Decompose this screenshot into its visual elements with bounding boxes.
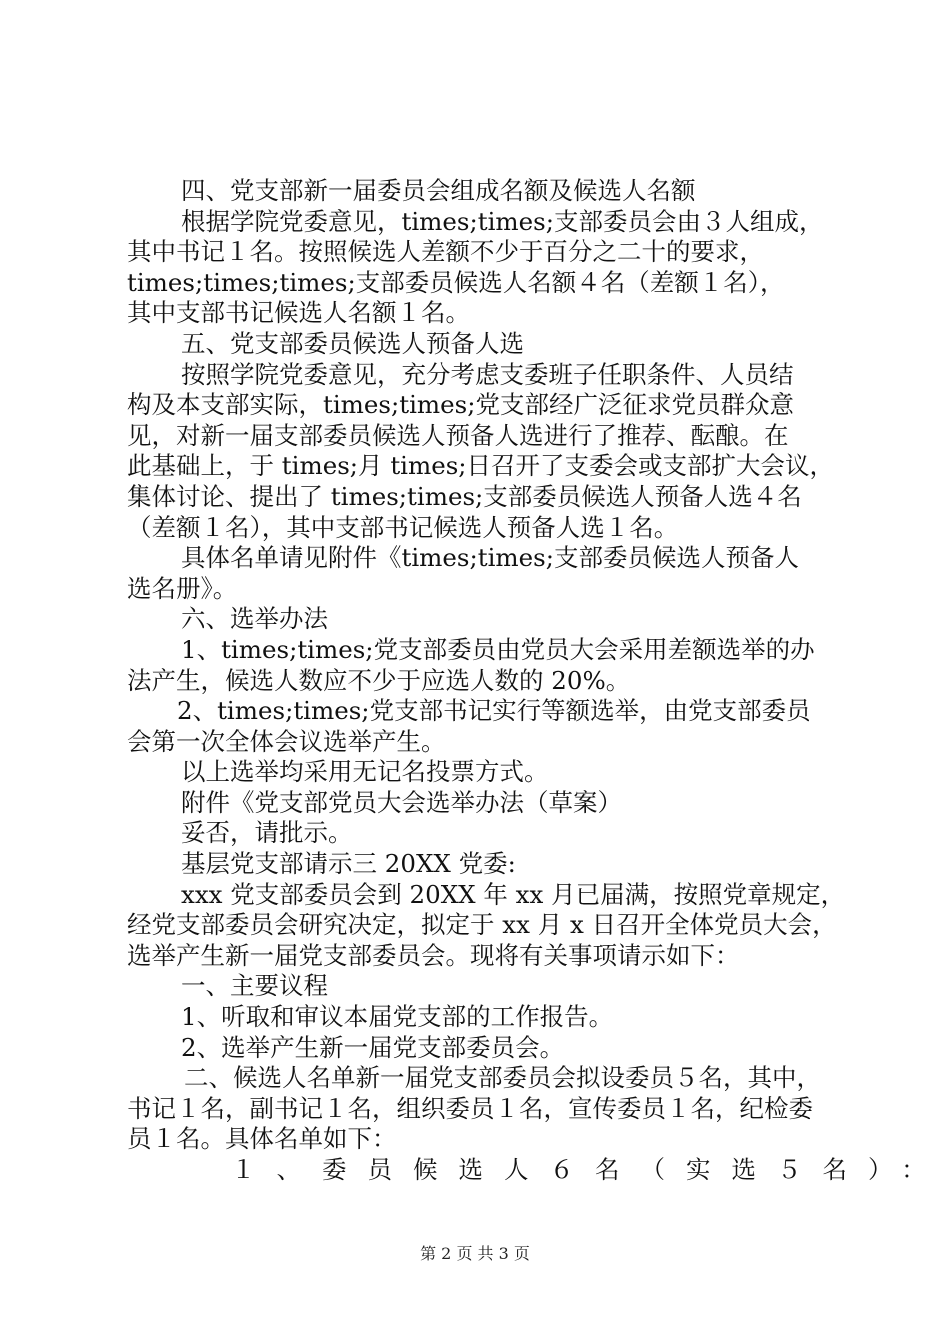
paragraph-line: 见，对新一届支部委员候选人预备人选进行了推荐、酝酿。在 — [127, 420, 789, 450]
paragraph-line: 经党支部委员会研究决定，拟定于 xx 月 x 日召开全体党员大会， — [127, 910, 837, 940]
paragraph-line: 妥否，请批示。 — [181, 818, 353, 848]
paragraph-line: 选举产生新一届党支部委员会。现将有关事项请示如下： — [127, 940, 740, 970]
section-heading-6: 六、选举办法 — [181, 604, 328, 634]
paragraph-line: 此基础上，于 times;月 times;日召开了支委会或支部扩大会议， — [127, 451, 835, 481]
paragraph-line: 集体讨论、提出了 times;times;支部委员候选人预备人选４名 — [127, 481, 802, 511]
section-heading-5: 五、党支部委员候选人预备人选 — [181, 328, 524, 358]
paragraph-line: 其中支部书记候选人名额１名。 — [127, 298, 470, 328]
paragraph-line: （差额１名），其中支部书记候选人预备人选１名。 — [127, 512, 679, 542]
paragraph-line: 具体名单请见附件《times;times;支部委员候选人预备人 — [181, 543, 799, 573]
attachment-line: 附件《党支部党员大会选举办法（草案） — [181, 787, 622, 817]
paragraph-line: 书记１名，副书记１名，组织委员１名，宣传委员１名，纪检委 — [127, 1093, 813, 1123]
list-item: 2、选举产生新一届党支部委员会。 — [181, 1032, 565, 1062]
list-item: １、委员候选人６名（实选５名）： — [231, 1155, 947, 1184]
paragraph-line: 会第一次全体会议选举产生。 — [127, 726, 446, 756]
paragraph-line: 选名册》。 — [127, 573, 238, 603]
section-heading-2: 二、候选人名单新一届党支部委员会拟设委员５名，其中， — [184, 1063, 821, 1093]
paragraph-line: 法产生，候选人数应不少于应选人数的 20%。 — [127, 665, 631, 695]
list-item: 1、听取和审议本届党支部的工作报告。 — [181, 1002, 614, 1032]
paragraph-line: 以上选举均采用无记名投票方式。 — [181, 757, 549, 787]
document-title-line: 基层党支部请示三 20XX 党委: — [181, 849, 516, 879]
section-heading-4: 四、党支部新一届委员会组成名额及候选人名额 — [181, 176, 696, 205]
paragraph-line: 根据学院党委意见，times;times;支部委员会由３人组成， — [181, 206, 824, 236]
paragraph-line: 构及本支部实际，times;times;党支部经广泛征求党员群众意 — [127, 390, 794, 420]
paragraph-line: 按照学院党委意见，充分考虑支委班子任职条件、人员结 — [181, 359, 794, 389]
document-body — [127, 176, 947, 1186]
list-item: 2、times;times;党支部书记实行等额选举，由党支部委员 — [177, 696, 811, 726]
section-heading-1: 一、主要议程 — [181, 971, 328, 1001]
page-number-footer: 第 2 页 共 3 页 — [420, 1244, 530, 1263]
paragraph-line: 员１名。具体名单如下： — [127, 1124, 397, 1154]
paragraph-line: xxx 党支部委员会到 20XX 年 xx 月已届满，按照党章规定， — [181, 879, 846, 909]
paragraph-line: times;times;times;支部委员候选人名额４名（差额１名）， — [127, 267, 785, 297]
list-item: 1、times;times;党支部委员由党员大会采用差额选举的办 — [181, 634, 815, 664]
paragraph-line: 其中书记１名。按照候选人差额不少于百分之二十的要求， — [127, 237, 764, 267]
